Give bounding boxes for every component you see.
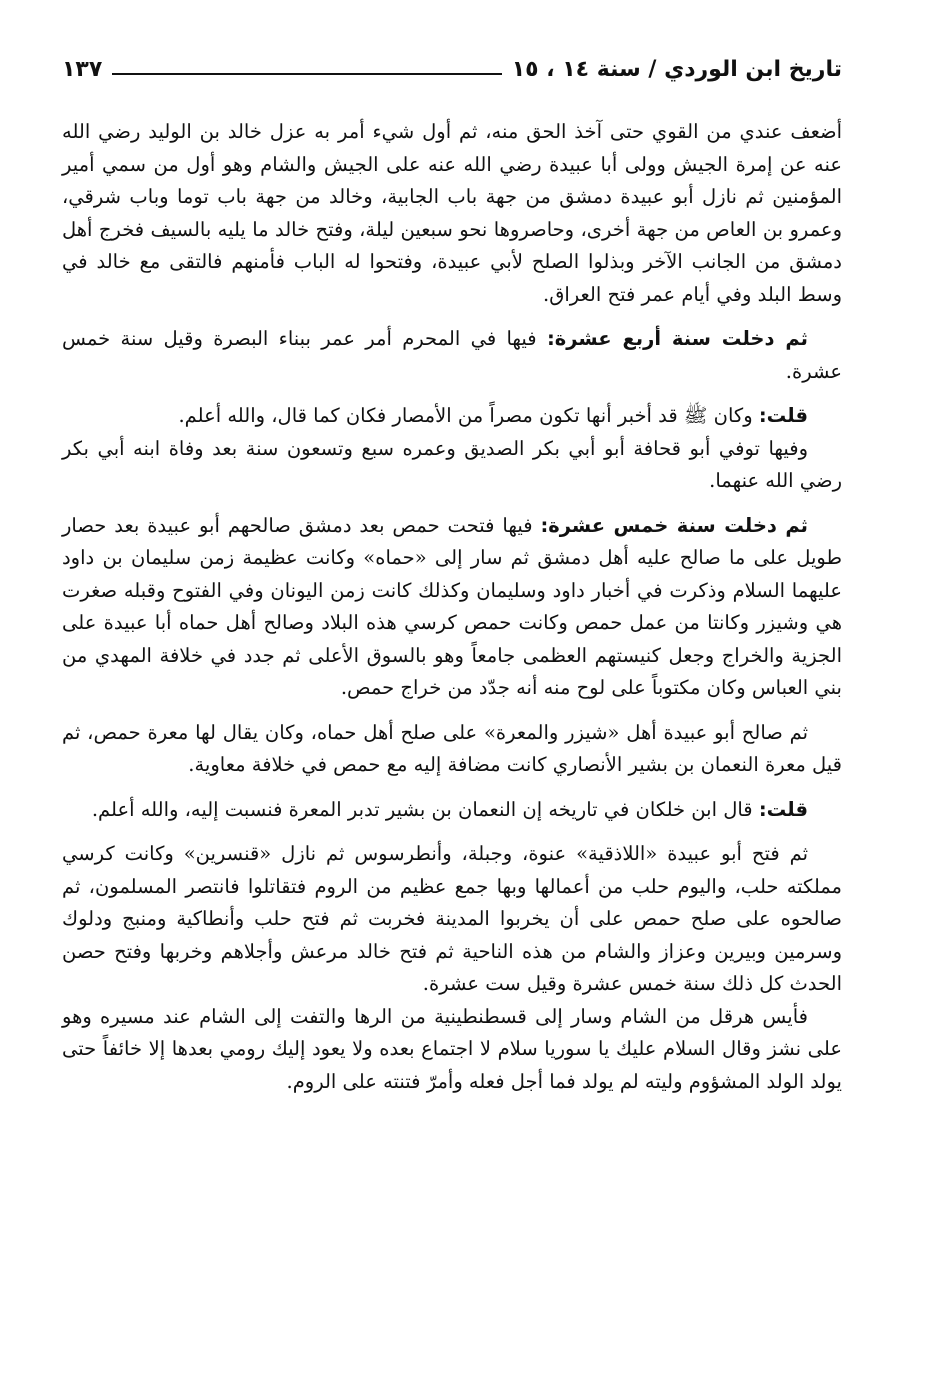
book-page [62, 52, 842, 1098]
paragraph-text: فأيس هرقل من الشام وسار إلى قسطنطينية من الرها والتفت إلى الشام عند مسيره وهو على نشز وقال السلام عليك يا سوريا سلام لا اجتماع بعده ولا يعود إليك رومي بعدها إلا خائفاً حتى يولد الولد المشؤوم وليته لم يولد فما أجل فعله وأمرّ فتنته على الروم. [62, 1004, 842, 1093]
year-heading: ثم دخلت سنة أربع عشرة: [546, 327, 808, 350]
paragraph [62, 838, 842, 1001]
header-title: تاريخ ابن الوردي / سنة ١٤ ، ١٥ [511, 57, 842, 82]
page-number: ١٣٧ [62, 57, 103, 82]
paragraph-text: ثم صالح أبو عبيدة أهل «شيزر والمعرة» على صلح أهل حماه، وكان يقال لها معرة حمص، ثم قيل معرة النعمان بن بشير الأنصاري كانت مضافة إليه مع حمص في خلافة معاوية. [62, 720, 842, 776]
paragraph-text: وكان ﷺ قد أخبر أنها تكون مصراً من الأمصار فكان كما قال، والله أعلم. [178, 404, 759, 427]
paragraph [62, 717, 842, 782]
paragraph-text: فيها في المحرم أمر عمر ببناء البصرة وقيل سنة خمس عشرة. [62, 327, 842, 383]
running-header [62, 52, 842, 82]
note-heading: قلت: [758, 404, 808, 427]
paragraph-text: أضعف عندي من القوي حتى آخذ الحق منه، ثم أول شيء أمر به عزل خالد بن الوليد رضي الله عنه عن إمرة الجيش وولى أبا عبيدة رضي الله عنه على الجيش والشام وهو أول من سمي أمير المؤمنين ثم نازل أبو عبيدة دمشق من جهة باب الجابية، وخالد من جهة باب توما وباب شرقي، وعمرو بن العاص من جهة أخرى، وحاصروها نحو سبعين ليلة، وفتح خالد ما يليه بالسيف فخرج أهل دمشق من الجانب الآخر وبذلوا الصلح لأبي عبيدة، وفتحوا له الباب فأمنهم فالتقى مع خالد في وسط البلد وفي أيام عمر فتح العراق. [62, 120, 842, 306]
paragraph [62, 794, 842, 827]
paragraph [62, 400, 842, 433]
body-text [62, 116, 842, 1098]
paragraph [62, 323, 842, 388]
paragraph-text: وفيها توفي أبو قحافة أبو أبي بكر الصديق وعمره سبع وتسعون سنة بعد وفاة ابنه أبي بكر رضي الله عنهما. [62, 436, 842, 492]
paragraph [62, 116, 842, 311]
paragraph [62, 433, 842, 498]
paragraph-text: فيها فتحت حمص بعد دمشق صالحهم أبو عبيدة بعد حصار طويل على ما صالح عليه أهل دمشق ثم سار إلى «حماه» وكانت عظيمة زمن سليمان بن داود عليهما السلام وذكرت في أخبار داود وسليمان وكذلك كانت زمن اليونان وفي الفتوح وقبله صغرت هي وشيزر وكانتا من عمل حمص وكانت حمص كرسي هذه البلاد وصالح أهل حماه أبا عبيدة على الجزية والخراج وجعل كنيستهم العظمى جامعاً وهو بالسوق الأعلى ثم جدد في خلافة المهدي من بني العباس وكان مكتوباً على لوح منه أنه جدّد من خراج حمص. [62, 513, 842, 699]
paragraph-text: ثم فتح أبو عبيدة «اللاذقية» عنوة، وجبلة، وأنطرسوس ثم نازل «قنسرين» وكانت كرسي مملكته حلب، واليوم حلب من أعمالها وبها جمع عظيم من الروم فتقاتلوا فانتصر المسلمون، ثم صالحوه على صلح حمص على أن يخربوا المدينة فخربت ثم فتح حلب وأنطاكية ومنبج ودلوك وسرمين وبيرين وعزاز والشام من هذه الناحية ثم فتح خالد مرعش وأجلاهم وخربها وفتح حصن الحدث كل ذلك سنة خمس عشرة وقيل ست عشرة. [62, 842, 842, 995]
note-heading: قلت: [758, 797, 808, 821]
paragraph-text: قال ابن خلكان في تاريخه إن النعمان بن بشير تدبر المعرة فنسبت إليه، والله أعلم. [91, 797, 759, 821]
year-heading: ثم دخلت سنة خمس عشرة: [540, 513, 808, 537]
header-rule [112, 73, 501, 75]
paragraph [62, 510, 842, 705]
paragraph [62, 1001, 842, 1099]
